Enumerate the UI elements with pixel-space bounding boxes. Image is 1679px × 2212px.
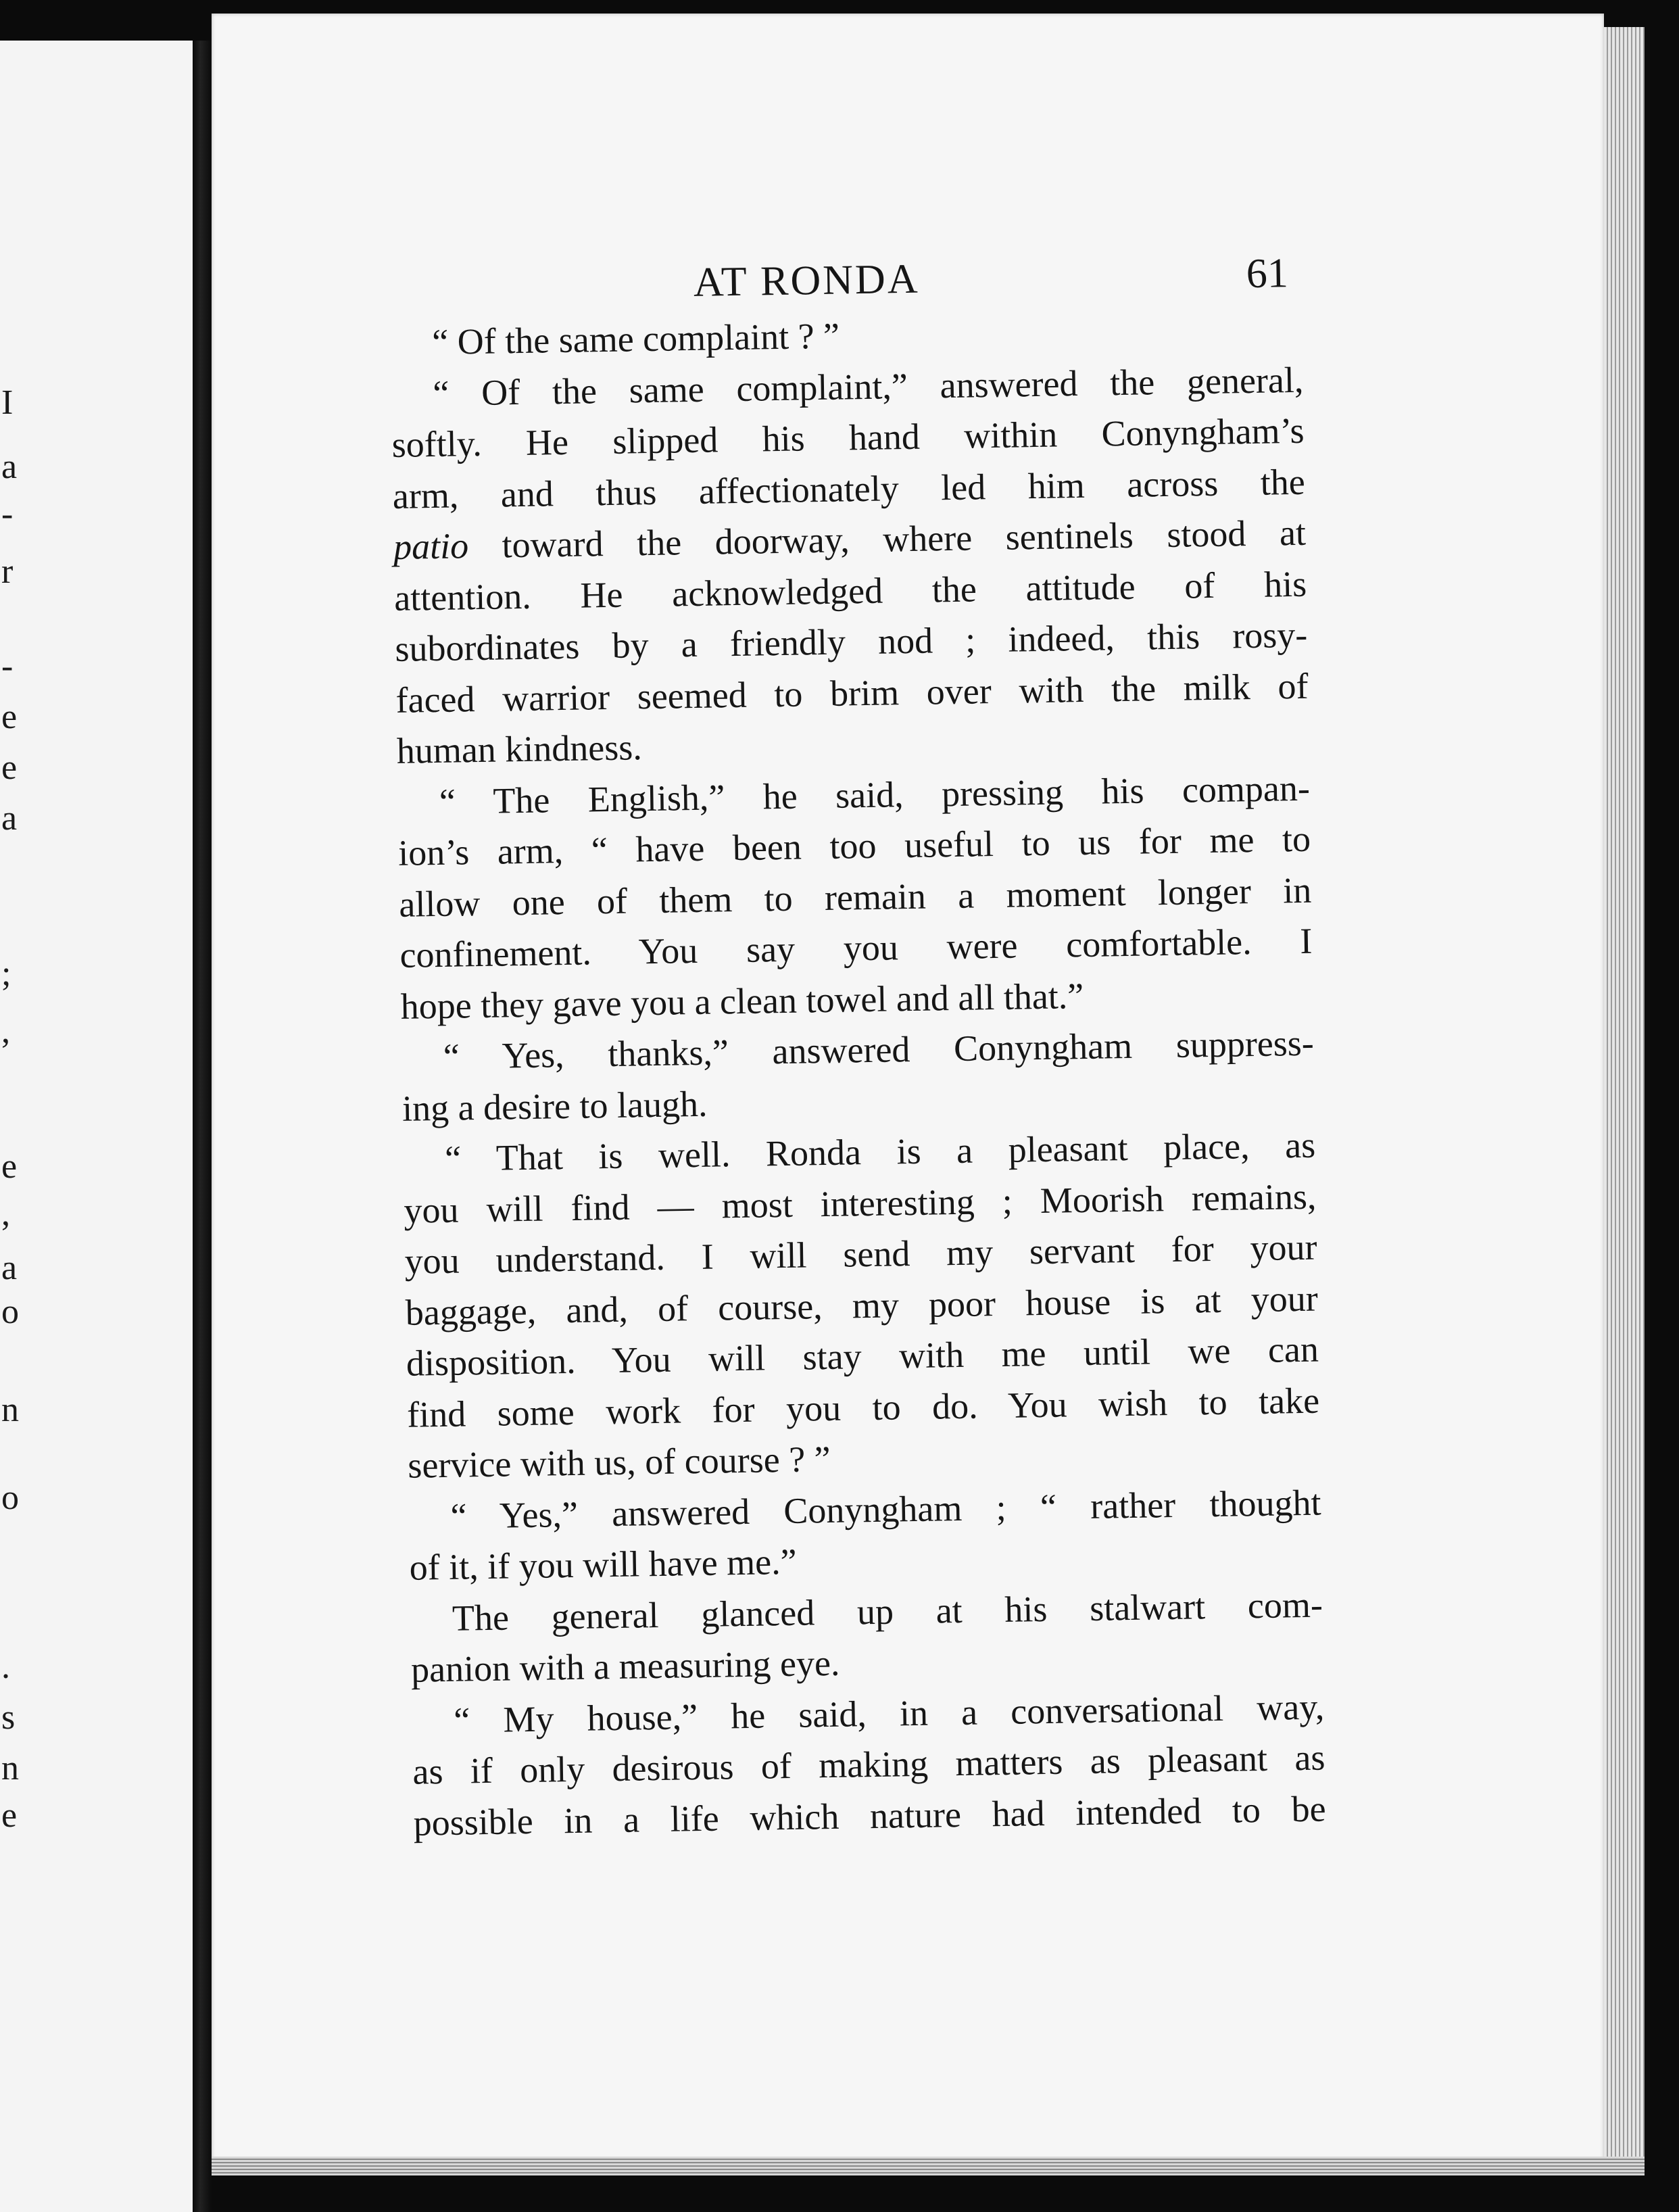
text-line: arm, and thus affectionately led him across the — [392, 461, 1306, 516]
left-page-fragment: e — [1, 698, 18, 736]
text-line: human kindness. — [396, 727, 643, 771]
left-page-fragment: o — [1, 1478, 19, 1517]
left-page-fragment: n — [1, 1391, 19, 1429]
text-line: baggage, and, of course, my poor house is at your — [405, 1278, 1319, 1333]
left-page-fragment: a — [1, 448, 18, 486]
text-line: you understand. I will send my servant for your — [404, 1226, 1317, 1282]
left-page-fragment: n — [1, 1749, 19, 1787]
left-page-fragment: , — [1, 1195, 10, 1233]
body-text — [390, 304, 1326, 1849]
text-line: ing a desire to laugh. — [402, 1083, 708, 1129]
left-page-fragment: e — [1, 1147, 18, 1186]
left-page-fragment: - — [1, 495, 14, 533]
text-line: as if only desirous of making matters as pleasant as — [412, 1737, 1325, 1792]
left-page-fragment: a — [1, 799, 18, 838]
page-number: 61 — [1246, 250, 1289, 297]
text-line: attention. He acknowledged the attitude of his — [393, 563, 1307, 619]
running-head — [389, 229, 1303, 318]
text-line: of it, if you will have me.” — [409, 1541, 798, 1588]
page-edges-bottom — [212, 2157, 1645, 2175]
page-text-block — [389, 229, 1326, 1849]
left-page-fragment: s — [1, 1698, 16, 1737]
text-line: subordinates by a friendly nod ; indeed, this rosy- — [394, 614, 1308, 669]
text-line: possible in a life which nature had intended to be — [413, 1788, 1327, 1844]
text-line: softly. He slipped his hand within Conyngham’s — [391, 410, 1305, 465]
text-line: patio toward the doorway, where sentinels stood at — [393, 512, 1307, 567]
text-line: hope they gave you a clean towel and all that.” — [400, 975, 1084, 1027]
text-line: “ The English,” he said, pressing his compan- — [439, 767, 1311, 822]
text-line: confinement. You say you were comfortable. I — [399, 920, 1313, 976]
book-gutter — [193, 41, 212, 2212]
text-line: service with us, of course ? ” — [407, 1438, 831, 1486]
text-line: find some work for you to do. You wish to take — [406, 1380, 1320, 1435]
left-page-fragment: - — [1, 647, 14, 686]
left-page-fragment: ; — [1, 955, 11, 993]
page-edges-right — [1604, 27, 1645, 2170]
text-line: faced warrior seemed to brim over with the milk of — [395, 665, 1309, 721]
text-line: disposition. You will stay with me until we can — [406, 1328, 1319, 1384]
running-title: AT RONDA — [693, 256, 921, 306]
left-page-fragment: . — [1, 1648, 10, 1686]
left-page-fragment: r — [1, 552, 14, 591]
text-line: “ Of the same complaint,” answered the general, — [433, 359, 1304, 414]
text-line: The general glanced up at his stalwart com- — [452, 1584, 1323, 1639]
left-page-fragment: I — [1, 383, 14, 422]
text-line: “ Yes,” answered Conyngham ; “ rather thought — [450, 1482, 1321, 1537]
left-page-fragment: , — [1, 1012, 10, 1051]
left-page-fragment: e — [1, 748, 18, 787]
left-page-text-fragments — [0, 41, 27, 2212]
text-line: “ Of the same complaint ? ” — [431, 315, 840, 363]
text-line: you will find — most interesting ; Moorish remains, — [403, 1176, 1317, 1231]
text-line: “ Yes, thanks,” answered Conyngham suppress- — [443, 1022, 1315, 1077]
left-page-fragment: o — [1, 1293, 19, 1331]
text-line: allow one of them to remain a moment longer in — [398, 869, 1312, 925]
left-page-fragment: e — [1, 1796, 18, 1835]
left-facing-page — [0, 41, 193, 2212]
text-line: “ That is well. Ronda is a pleasant place, as — [444, 1124, 1316, 1179]
left-page-fragment: a — [1, 1249, 18, 1287]
text-line: ion’s arm, “ have been too useful to us for me to — [397, 818, 1311, 873]
text-line: “ My house,” he said, in a conversational way, — [453, 1686, 1325, 1741]
text-line: panion with a measuring eye. — [410, 1642, 840, 1690]
